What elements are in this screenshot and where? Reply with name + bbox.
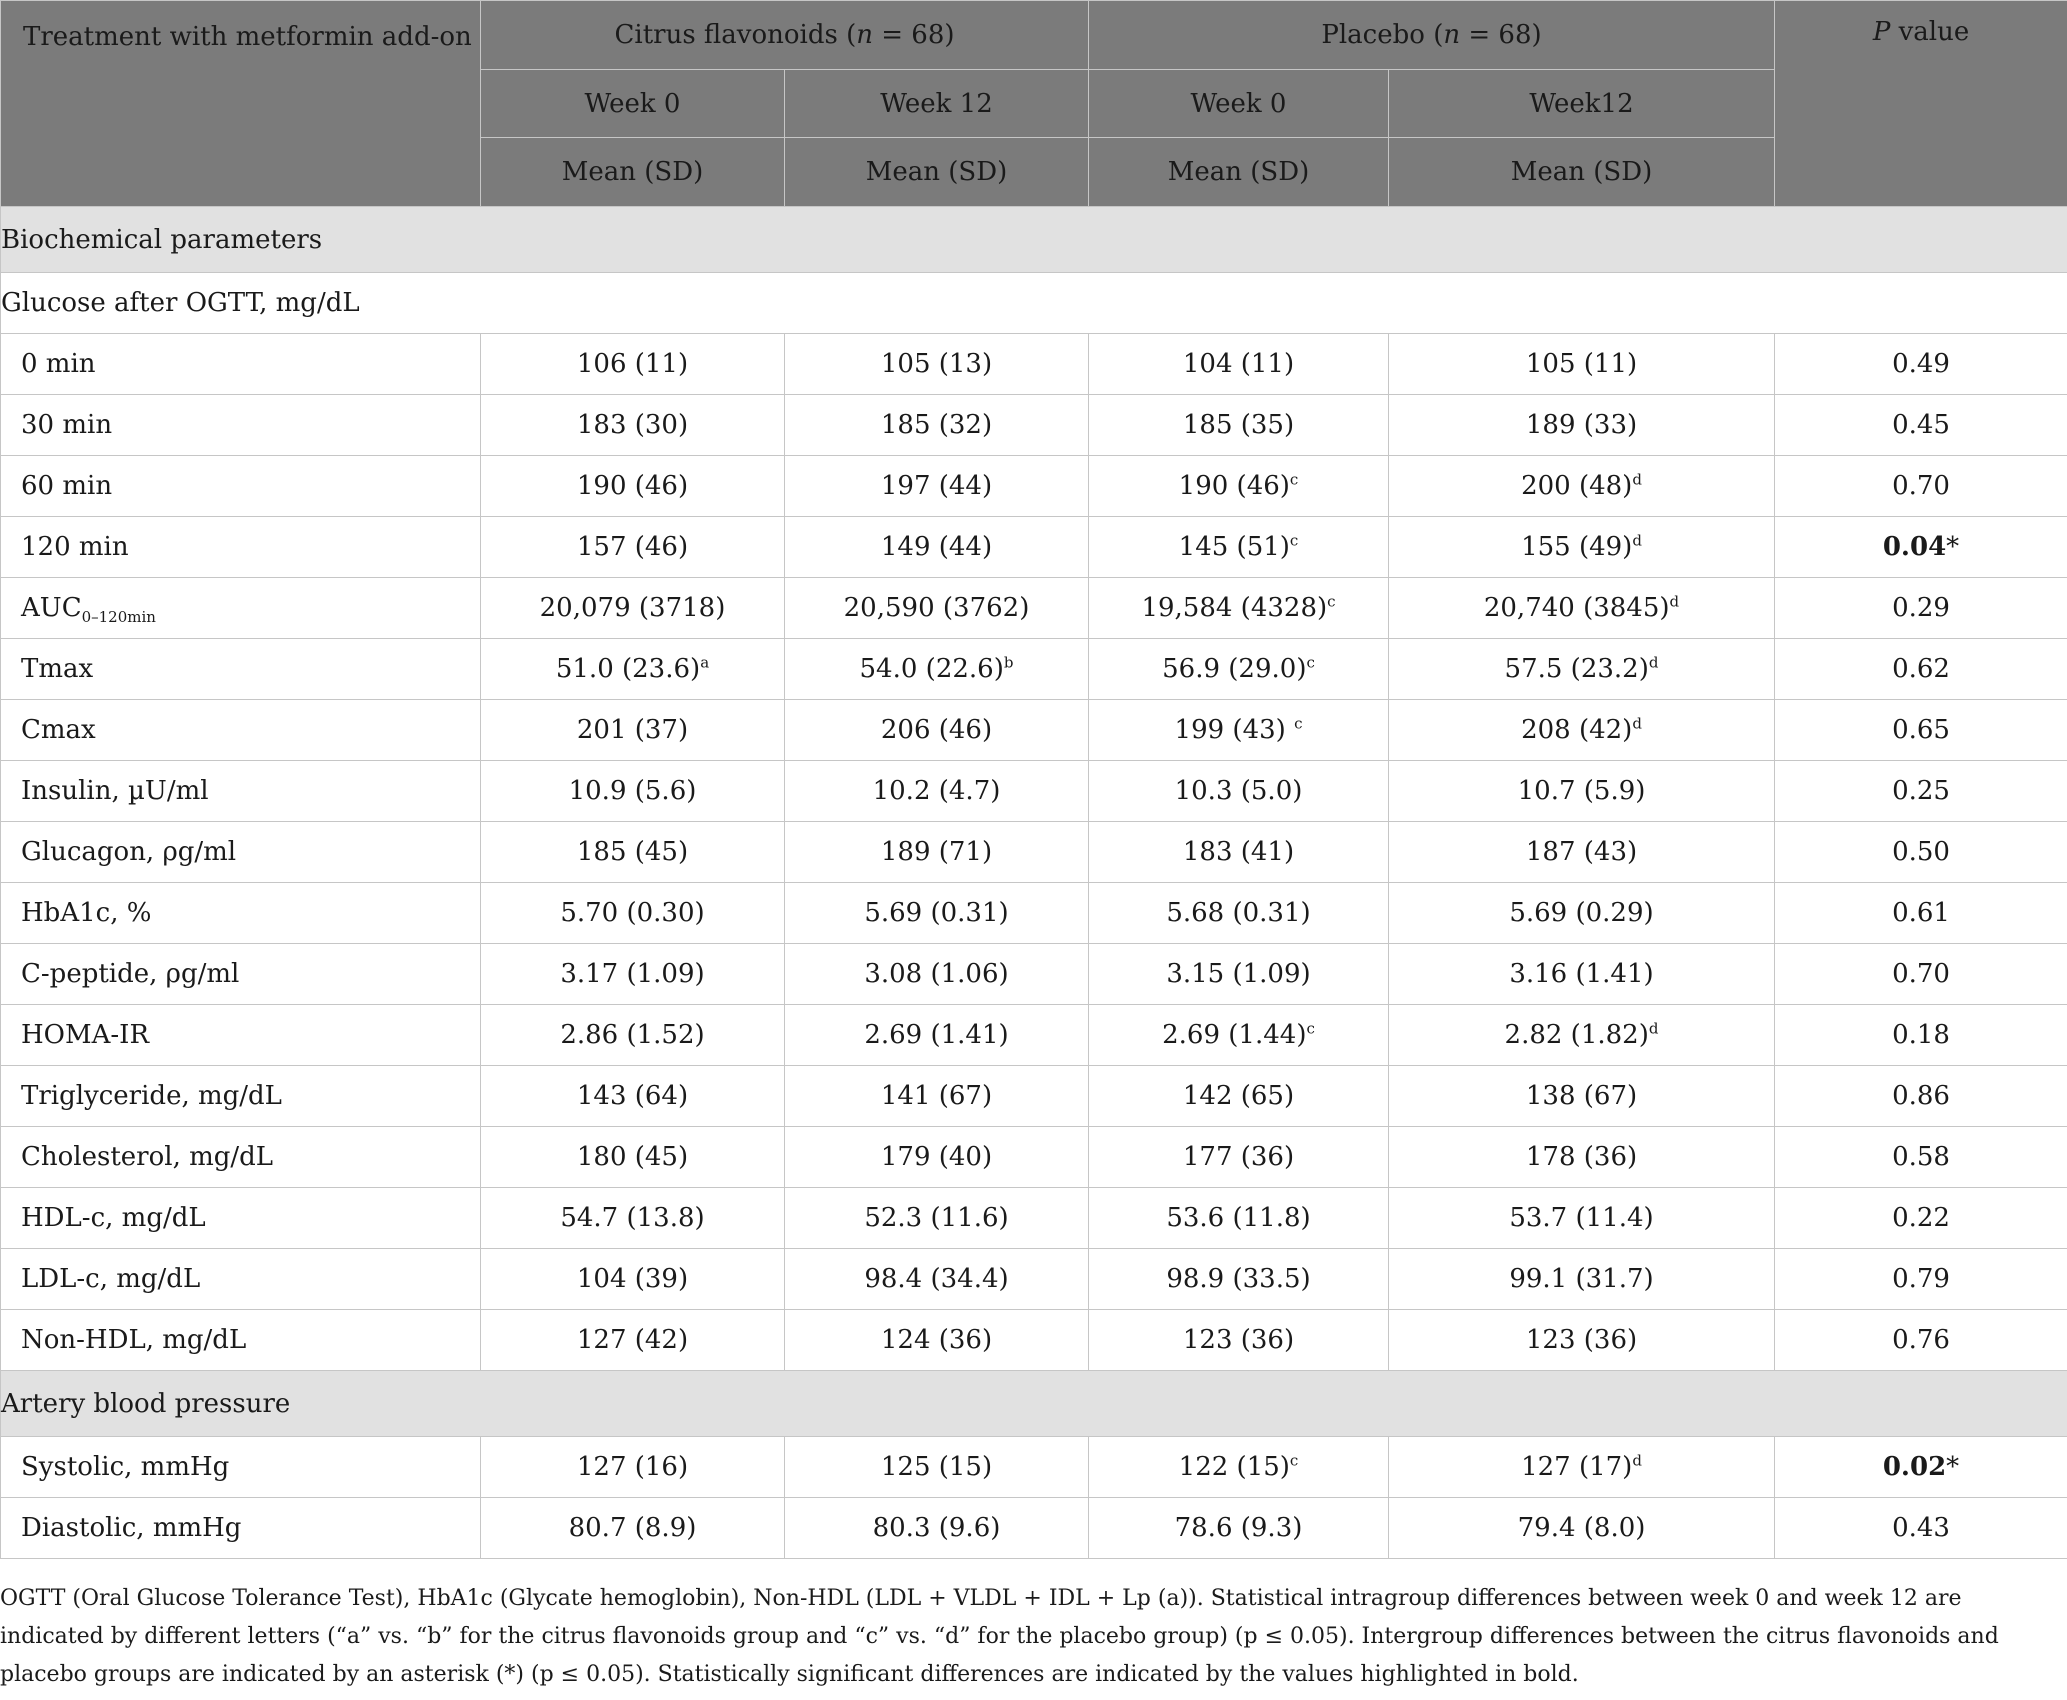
significance-letter: c <box>1327 592 1336 611</box>
value-cell <box>1089 1005 1389 1066</box>
table-row <box>1 1127 2067 1188</box>
value-cell <box>785 1127 1089 1188</box>
value-cell <box>1089 1498 1389 1559</box>
row-label <box>1 1437 481 1498</box>
significance-letter: c <box>1306 1019 1315 1038</box>
subsection-row-glucose <box>1 273 2067 334</box>
value-cell <box>1089 1310 1389 1371</box>
value-cell <box>785 1310 1089 1371</box>
significance-letter: c <box>1289 531 1299 550</box>
stat-header: Mean (SD) <box>1089 138 1389 207</box>
cell-value: 20,079 (3718) <box>539 593 726 623</box>
cell-value: 3.16 (1.41) <box>1509 959 1654 989</box>
cell-value: 98.9 (33.5) <box>1166 1264 1311 1294</box>
cell-value: 200 (48) <box>1521 471 1633 501</box>
row-label-text: Glucagon, ρg/ml <box>21 837 237 867</box>
row-label-text: C-peptide, ρg/ml <box>21 959 240 989</box>
cell-value: 3.08 (1.06) <box>864 959 1009 989</box>
cell-value: 145 (51) <box>1178 532 1290 562</box>
table-row <box>1 1437 2067 1498</box>
value-cell <box>481 822 785 883</box>
section-label: Biochemical parameters <box>1 207 2067 273</box>
cell-value: 199 (43) <box>1174 715 1295 745</box>
value-cell <box>785 761 1089 822</box>
value-cell <box>1089 1249 1389 1310</box>
pvalue-text: 0.70 <box>1892 959 1950 989</box>
row-label <box>1 700 481 761</box>
pvalue-text: 0.49 <box>1892 349 1950 379</box>
value-cell <box>1389 578 1775 639</box>
cell-value: 189 (33) <box>1525 410 1638 440</box>
value-cell <box>481 1498 785 1559</box>
value-cell <box>785 1005 1089 1066</box>
cell-value: 104 (39) <box>576 1264 689 1294</box>
row-label <box>1 1066 481 1127</box>
cell-value: 138 (67) <box>1525 1081 1638 1111</box>
cell-value: 10.3 (5.0) <box>1174 776 1303 806</box>
cell-value: 178 (36) <box>1525 1142 1638 1172</box>
cell-value: 179 (40) <box>880 1142 993 1172</box>
week-header: Week 0 <box>481 70 785 138</box>
value-cell <box>1389 1437 1775 1498</box>
table-row <box>1 1498 2067 1559</box>
significance-letter: d <box>1648 1019 1659 1038</box>
value-cell <box>1389 1498 1775 1559</box>
pvalue-text: 0.70 <box>1892 471 1950 501</box>
week-header: Week 0 <box>1089 70 1389 138</box>
row-label <box>1 761 481 822</box>
cell-value: 187 (43) <box>1525 837 1638 867</box>
row-label-text: 120 min <box>21 532 129 562</box>
table-row <box>1 578 2067 639</box>
value-cell <box>785 944 1089 1005</box>
value-cell <box>481 578 785 639</box>
value-cell <box>481 944 785 1005</box>
pvalue-cell <box>1775 1310 2067 1371</box>
row-label-text: Diastolic, mmHg <box>21 1513 242 1543</box>
value-cell <box>1389 395 1775 456</box>
pvalue-cell <box>1775 1127 2067 1188</box>
table-row <box>1 822 2067 883</box>
cell-value: 19,584 (4328) <box>1141 593 1328 623</box>
cell-value: 124 (36) <box>880 1325 993 1355</box>
cell-value: 155 (49) <box>1521 532 1633 562</box>
cell-value: 127 (42) <box>576 1325 689 1355</box>
week-header: Week 12 <box>785 70 1089 138</box>
value-cell <box>1089 761 1389 822</box>
cell-value: 189 (71) <box>880 837 993 867</box>
cell-value: 79.4 (8.0) <box>1517 1513 1646 1543</box>
cell-value: 197 (44) <box>880 471 993 501</box>
row-label-text: 30 min <box>21 410 113 440</box>
value-cell <box>1089 1188 1389 1249</box>
row-label <box>1 395 481 456</box>
value-cell <box>481 1127 785 1188</box>
value-cell <box>785 1437 1089 1498</box>
pvalue-cell <box>1775 944 2067 1005</box>
value-cell <box>785 456 1089 517</box>
significance-letter: d <box>1632 714 1642 733</box>
pvalue-text: 0.58 <box>1892 1142 1950 1172</box>
value-cell <box>1089 456 1389 517</box>
pvalue-text: 0.61 <box>1892 898 1950 928</box>
cell-value: 80.7 (8.9) <box>568 1513 697 1543</box>
pvalue-cell <box>1775 1005 2067 1066</box>
row-label <box>1 1249 481 1310</box>
value-cell <box>1389 700 1775 761</box>
significance-letter: d <box>1632 470 1642 489</box>
significance-letter: c <box>1306 653 1315 672</box>
value-cell <box>1389 1249 1775 1310</box>
pvalue-cell <box>1775 883 2067 944</box>
value-cell <box>1089 1437 1389 1498</box>
cell-value: 149 (44) <box>880 532 993 562</box>
cell-value: 122 (15) <box>1178 1452 1290 1482</box>
row-label <box>1 1005 481 1066</box>
pvalue-asterisk: * <box>1946 532 1960 562</box>
table-row <box>1 1066 2067 1127</box>
value-cell <box>1089 334 1389 395</box>
cell-value: 10.9 (5.6) <box>568 776 697 806</box>
pvalue-text: 0.22 <box>1892 1203 1950 1233</box>
cell-value: 3.17 (1.09) <box>560 959 705 989</box>
row-label-text: LDL-c, mg/dL <box>21 1264 201 1294</box>
cell-value: 201 (37) <box>576 715 689 745</box>
cell-value: 80.3 (9.6) <box>872 1513 1001 1543</box>
row-label <box>1 1127 481 1188</box>
cell-value: 2.86 (1.52) <box>560 1020 705 1050</box>
pvalue-cell <box>1775 1437 2067 1498</box>
table-row <box>1 883 2067 944</box>
cell-value: 190 (46) <box>1178 471 1290 501</box>
value-cell <box>1089 944 1389 1005</box>
week-header: Week12 <box>1389 70 1775 138</box>
cell-value: 5.69 (0.31) <box>864 898 1009 928</box>
cell-value: 143 (64) <box>576 1081 689 1111</box>
value-cell <box>1389 1066 1775 1127</box>
value-cell <box>785 1498 1089 1559</box>
row-label-text: 0 min <box>21 349 96 379</box>
significance-letter: d <box>1648 653 1659 672</box>
cell-value: 10.7 (5.9) <box>1517 776 1646 806</box>
cell-value: 20,590 (3762) <box>843 593 1030 623</box>
pvalue-cell <box>1775 395 2067 456</box>
table-row <box>1 334 2067 395</box>
value-cell <box>785 395 1089 456</box>
cell-value: 157 (46) <box>576 532 689 562</box>
corner-header: Treatment with metformin add-on <box>1 1 481 207</box>
row-label-text: AUC <box>21 593 82 623</box>
significance-letter: b <box>1003 653 1014 672</box>
cell-value: 177 (36) <box>1182 1142 1295 1172</box>
pvalue-header: P value <box>1775 1 2067 207</box>
value-cell <box>1389 822 1775 883</box>
pvalue-cell <box>1775 1066 2067 1127</box>
cell-value: 105 (11) <box>1525 349 1638 379</box>
pvalue-cell <box>1775 517 2067 578</box>
cell-value: 127 (17) <box>1521 1452 1633 1482</box>
pvalue-text: 0.02 <box>1882 1452 1947 1482</box>
row-label-text: HOMA-IR <box>21 1020 150 1050</box>
value-cell <box>785 1066 1089 1127</box>
value-cell <box>785 517 1089 578</box>
value-cell <box>481 883 785 944</box>
value-cell <box>481 1249 785 1310</box>
value-cell <box>1389 1005 1775 1066</box>
value-cell <box>1389 456 1775 517</box>
value-cell <box>481 761 785 822</box>
cell-value: 206 (46) <box>880 715 993 745</box>
placebo-group-header: Placebo (n = 68) <box>1089 1 1775 70</box>
pvalue-cell <box>1775 1188 2067 1249</box>
value-cell <box>481 334 785 395</box>
table-row <box>1 517 2067 578</box>
value-cell <box>1389 1310 1775 1371</box>
value-cell <box>785 1188 1089 1249</box>
stat-header: Mean (SD) <box>481 138 785 207</box>
row-label-text: Tmax <box>21 654 94 684</box>
cell-value: 123 (36) <box>1182 1325 1295 1355</box>
cell-value: 104 (11) <box>1182 349 1295 379</box>
pvalue-text: 0.25 <box>1892 776 1950 806</box>
section-row-blood-pressure <box>1 1371 2067 1437</box>
cell-value: 56.9 (29.0) <box>1162 654 1307 684</box>
value-cell <box>1089 1066 1389 1127</box>
value-cell <box>481 1005 785 1066</box>
cell-value: 2.69 (1.41) <box>864 1020 1009 1050</box>
row-label <box>1 334 481 395</box>
table-row <box>1 1310 2067 1371</box>
value-cell <box>1089 639 1389 700</box>
cell-value: 190 (46) <box>576 471 689 501</box>
cell-value: 52.3 (11.6) <box>864 1203 1009 1233</box>
cell-value: 20,740 (3845) <box>1483 593 1670 623</box>
value-cell <box>481 700 785 761</box>
row-label-text: 60 min <box>21 471 113 501</box>
row-label <box>1 944 481 1005</box>
value-cell <box>481 456 785 517</box>
value-cell <box>785 639 1089 700</box>
row-label <box>1 456 481 517</box>
row-label-text: Triglyceride, mg/dL <box>21 1081 282 1111</box>
cell-value: 54.0 (22.6) <box>859 654 1004 684</box>
value-cell <box>1389 944 1775 1005</box>
value-cell <box>785 578 1089 639</box>
value-cell <box>1389 1127 1775 1188</box>
value-cell <box>785 883 1089 944</box>
pvalue-cell <box>1775 639 2067 700</box>
row-label <box>1 822 481 883</box>
cell-value: 5.68 (0.31) <box>1166 898 1311 928</box>
row-label-text: HbA1c, % <box>21 898 152 928</box>
cell-value: 185 (32) <box>880 410 993 440</box>
row-label <box>1 1188 481 1249</box>
pvalue-text: 0.18 <box>1892 1020 1950 1050</box>
value-cell <box>1089 1127 1389 1188</box>
table-row <box>1 761 2067 822</box>
value-cell <box>1389 1188 1775 1249</box>
cell-value: 142 (65) <box>1182 1081 1295 1111</box>
value-cell <box>1089 517 1389 578</box>
cell-value: 208 (42) <box>1521 715 1633 745</box>
table-footnote: OGTT (Oral Glucose Tolerance Test), HbA1c (Glycate hemoglobin), Non-HDL (LDL + VLDL + IDL + Lp (a)). Statistical intragroup differences between week 0 and week 12 are indicated by different letters (“a” vs. “b” for the citrus flavonoids group and “c” vs. “d” for the placebo group) (p ≤ 0.05). Intergroup differences between the citrus flavonoids and placebo groups are indicated by an asterisk (*) (p ≤ 0.05). Statistically significant differences are indicated by the values highlighted in bold. <box>0 1586 1999 1687</box>
cell-value: 125 (15) <box>880 1452 993 1482</box>
value-cell <box>1389 334 1775 395</box>
value-cell <box>481 639 785 700</box>
pvalue-text: 0.04 <box>1882 532 1947 562</box>
cell-value: 53.6 (11.8) <box>1166 1203 1311 1233</box>
cell-value: 51.0 (23.6) <box>555 654 701 684</box>
table-header <box>1 1 2067 207</box>
cell-value: 183 (41) <box>1182 837 1295 867</box>
table-row <box>1 1005 2067 1066</box>
value-cell <box>1089 822 1389 883</box>
value-cell <box>1389 761 1775 822</box>
cell-value: 123 (36) <box>1525 1325 1638 1355</box>
value-cell <box>481 395 785 456</box>
row-label <box>1 883 481 944</box>
cell-value: 185 (45) <box>576 837 689 867</box>
cell-value: 57.5 (23.2) <box>1504 654 1649 684</box>
subsection-label: Glucose after OGTT, mg/dL <box>1 273 2067 334</box>
row-label <box>1 578 481 639</box>
cell-value: 141 (67) <box>880 1081 993 1111</box>
citrus-group-header: Citrus flavonoids (n = 68) <box>481 1 1089 70</box>
value-cell <box>1389 639 1775 700</box>
pvalue-text: 0.79 <box>1892 1264 1950 1294</box>
cell-value: 127 (16) <box>576 1452 689 1482</box>
table-row <box>1 639 2067 700</box>
pvalue-cell <box>1775 456 2067 517</box>
cell-value: 10.2 (4.7) <box>872 776 1001 806</box>
table-row <box>1 395 2067 456</box>
significance-letter: d <box>1632 1451 1642 1470</box>
cell-value: 2.82 (1.82) <box>1504 1020 1649 1050</box>
stat-header: Mean (SD) <box>1389 138 1775 207</box>
row-label-text: Insulin, µU/ml <box>21 776 209 806</box>
cell-value: 185 (35) <box>1182 410 1295 440</box>
pvalue-text: 0.50 <box>1892 837 1950 867</box>
row-label <box>1 1310 481 1371</box>
row-label-text: Cholesterol, mg/dL <box>21 1142 274 1172</box>
value-cell <box>1389 517 1775 578</box>
significance-letter: c <box>1294 714 1303 733</box>
cell-value: 54.7 (13.8) <box>560 1203 705 1233</box>
value-cell <box>481 1066 785 1127</box>
row-label <box>1 517 481 578</box>
stat-header: Mean (SD) <box>785 138 1089 207</box>
cell-value: 5.69 (0.29) <box>1509 898 1654 928</box>
table-row <box>1 700 2067 761</box>
row-label-subscript: 0–120min <box>81 608 156 627</box>
cell-value: 183 (30) <box>576 410 689 440</box>
significance-letter: c <box>1289 1451 1299 1470</box>
pvalue-text: 0.65 <box>1892 715 1950 745</box>
value-cell <box>1089 700 1389 761</box>
pvalue-cell <box>1775 578 2067 639</box>
value-cell <box>785 1249 1089 1310</box>
row-label <box>1 1498 481 1559</box>
pvalue-text: 0.45 <box>1892 410 1950 440</box>
cell-value: 2.69 (1.44) <box>1162 1020 1307 1050</box>
row-label-text: HDL-c, mg/dL <box>21 1203 206 1233</box>
value-cell <box>785 700 1089 761</box>
value-cell <box>481 1310 785 1371</box>
row-label-text: Cmax <box>21 715 96 745</box>
value-cell <box>1389 883 1775 944</box>
row-label-text: Systolic, mmHg <box>21 1452 230 1482</box>
cell-value: 105 (13) <box>880 349 993 379</box>
section-row-biochemical <box>1 207 2067 273</box>
pvalue-text: 0.29 <box>1892 593 1950 623</box>
significance-letter: c <box>1289 470 1299 489</box>
cell-value: 5.70 (0.30) <box>560 898 705 928</box>
pvalue-cell <box>1775 1498 2067 1559</box>
pvalue-asterisk: * <box>1946 1452 1960 1482</box>
row-label <box>1 639 481 700</box>
table-row <box>1 1249 2067 1310</box>
cell-value: 3.15 (1.09) <box>1166 959 1311 989</box>
row-label-text: Non-HDL, mg/dL <box>21 1325 247 1355</box>
pvalue-text: 0.76 <box>1892 1325 1950 1355</box>
cell-value: 106 (11) <box>576 349 689 379</box>
table-row <box>1 944 2067 1005</box>
pvalue-cell <box>1775 761 2067 822</box>
value-cell <box>481 517 785 578</box>
pvalue-cell <box>1775 1249 2067 1310</box>
cell-value: 98.4 (34.4) <box>864 1264 1009 1294</box>
cell-value: 99.1 (31.7) <box>1509 1264 1654 1294</box>
table-row <box>1 456 2067 517</box>
value-cell <box>481 1188 785 1249</box>
cell-value: 180 (45) <box>576 1142 689 1172</box>
pvalue-cell <box>1775 334 2067 395</box>
pvalue-cell <box>1775 700 2067 761</box>
value-cell <box>481 1437 785 1498</box>
significance-letter: d <box>1632 531 1642 550</box>
value-cell <box>1089 578 1389 639</box>
table-row <box>1 1188 2067 1249</box>
significance-letter: d <box>1669 592 1680 611</box>
cell-value: 78.6 (9.3) <box>1174 1513 1303 1543</box>
section-label: Artery blood pressure <box>1 1371 2067 1437</box>
cell-value: 53.7 (11.4) <box>1509 1203 1654 1233</box>
pvalue-cell <box>1775 822 2067 883</box>
value-cell <box>785 822 1089 883</box>
pvalue-text: 0.62 <box>1892 654 1950 684</box>
value-cell <box>1089 395 1389 456</box>
pvalue-text: 0.43 <box>1892 1513 1950 1543</box>
significance-letter: a <box>700 653 710 672</box>
table-body <box>1 207 2067 1559</box>
pvalue-text: 0.86 <box>1892 1081 1950 1111</box>
value-cell <box>785 334 1089 395</box>
value-cell <box>1089 883 1389 944</box>
